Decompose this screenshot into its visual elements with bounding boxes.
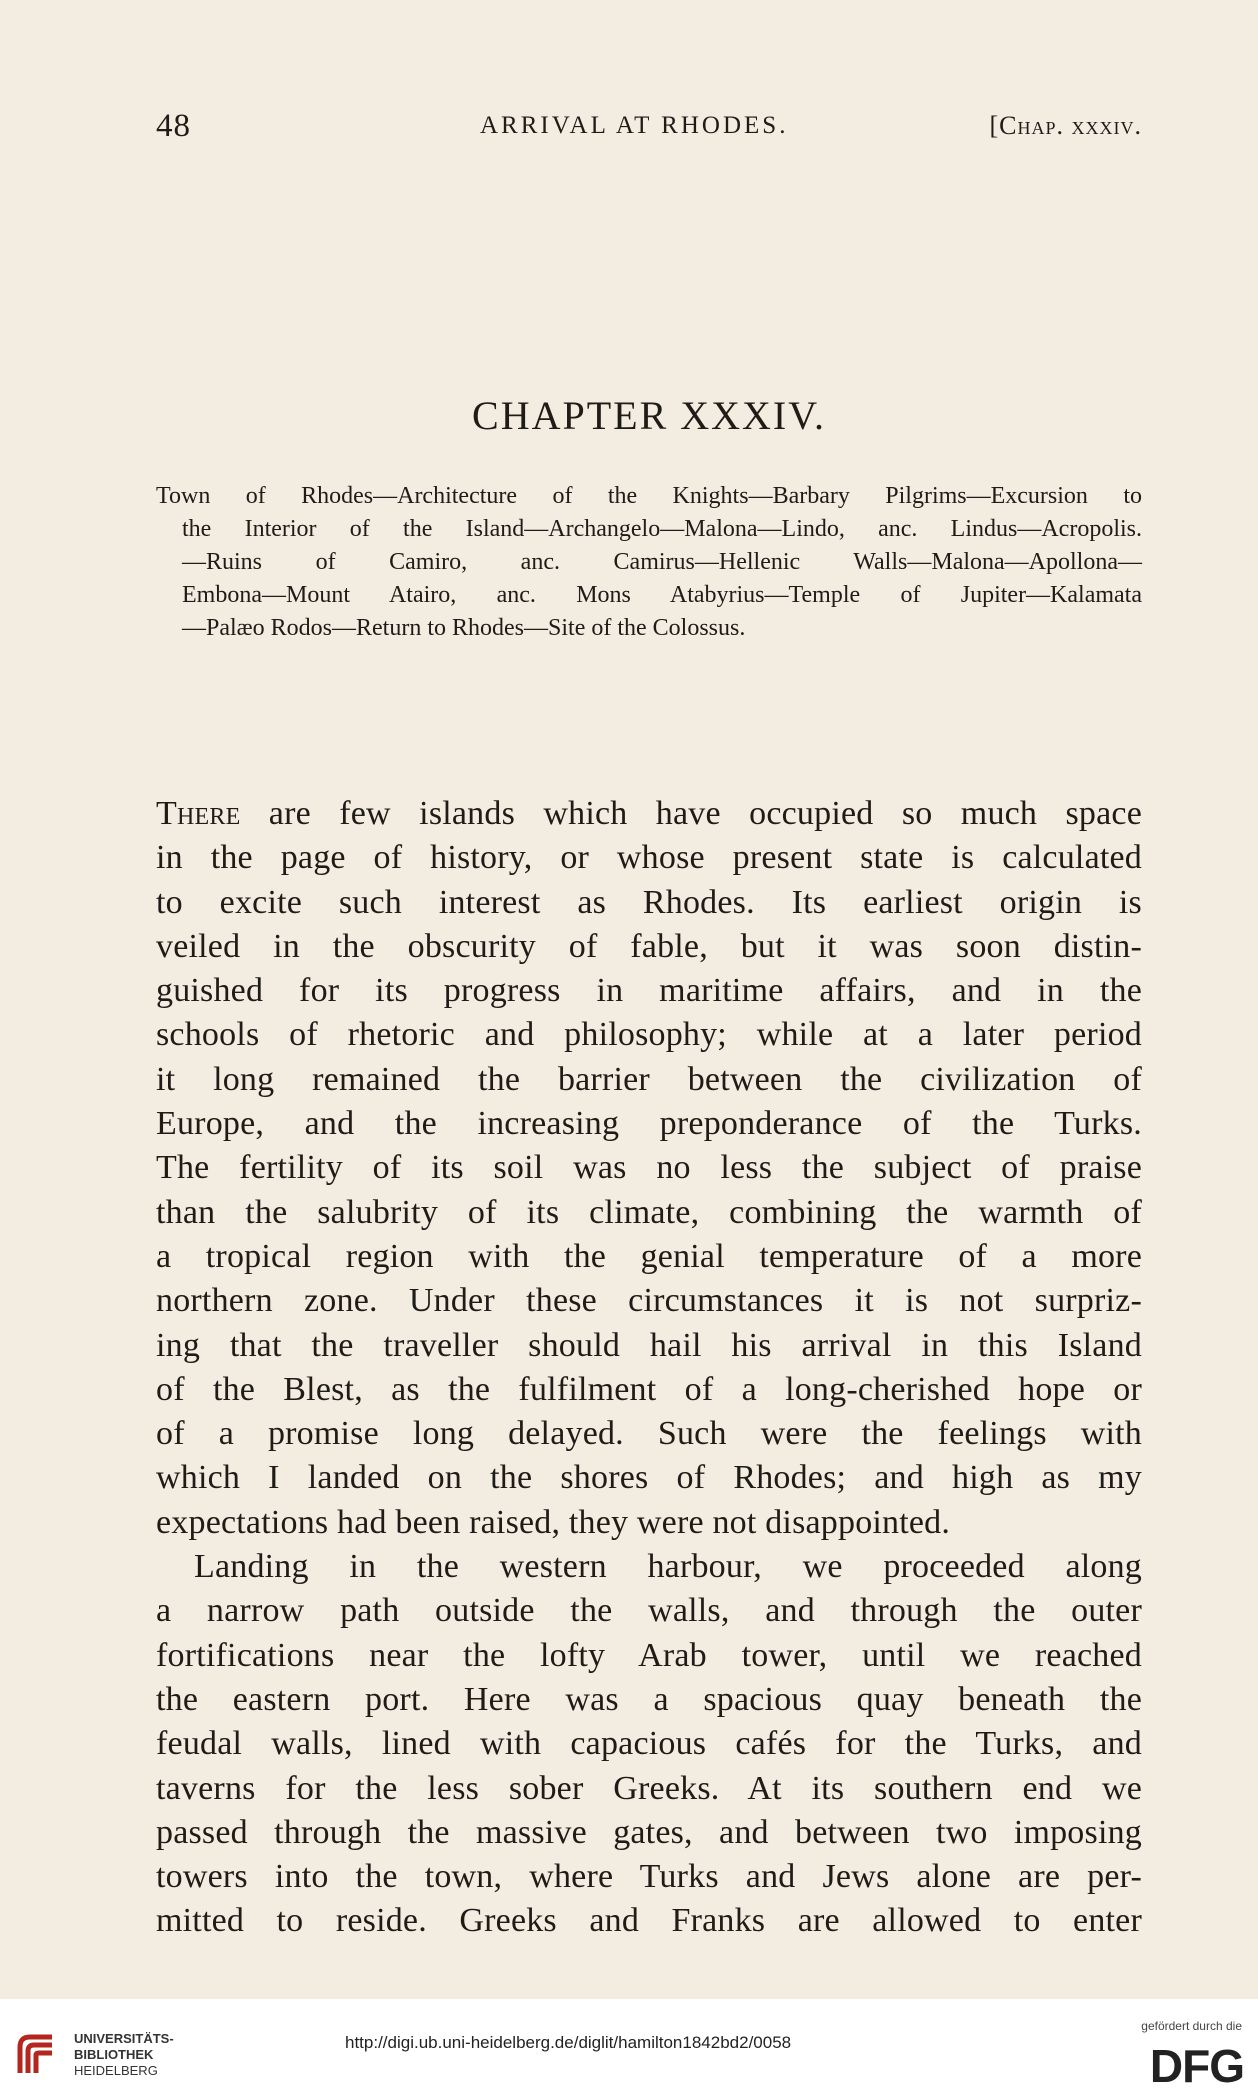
body-line-text: The fertility of its soil was no less the subject of praise xyxy=(156,1149,1142,1187)
summary-line: —Palæo Rodos—Return to Rhodes—Site of the Colossus. xyxy=(182,615,746,641)
digitization-footer xyxy=(0,1999,1258,2097)
body-line xyxy=(156,1545,1142,1589)
body-line xyxy=(156,881,1142,925)
body-line-text: it long remained the barrier between the civilization of xyxy=(156,1060,1142,1098)
chapter-title: CHAPTER XXXIV. xyxy=(472,393,826,438)
heidelberg-library-logo-icon xyxy=(12,2029,66,2083)
body-line-text: northern zone. Under these circumstances it is not surpriz- xyxy=(156,1282,1142,1320)
body-line-text: which I landed on the shores of Rhodes; and high as my xyxy=(156,1459,1142,1497)
body-line-text: to excite such interest as Rhodes. Its earliest origin is xyxy=(156,883,1142,921)
body-line-text: a tropical region with the genial temperature of a more xyxy=(156,1237,1142,1275)
opening-word: There xyxy=(156,795,241,832)
body-line-text: of the Blest, as the fulfilment of a long-cherished hope or xyxy=(156,1370,1142,1408)
body-line-text: towers into the town, where Turks and Jews alone are per- xyxy=(156,1858,1142,1896)
body-line xyxy=(156,1102,1142,1146)
page-number: 48 xyxy=(156,108,191,144)
permalink-url[interactable]: http://digi.ub.uni-heidelberg.de/diglit/hamilton1842bd2/0058 xyxy=(345,2033,792,2052)
body-line xyxy=(156,1855,1142,1899)
body-line-text: fortifications near the lofty Arab tower, until we reached xyxy=(156,1636,1142,1674)
body-line-text: passed through the massive gates, and between two imposing xyxy=(156,1813,1142,1851)
book-page xyxy=(156,108,1142,1940)
body-line-text: in the page of history, or whose present state is calculated xyxy=(156,839,1142,877)
dfg-logo: DFG xyxy=(1149,2040,1244,2092)
body-line xyxy=(156,792,1142,836)
library-name-line: HEIDELBERG xyxy=(74,2063,158,2078)
body-line xyxy=(156,1678,1142,1722)
body-line xyxy=(156,1368,1142,1412)
running-head-title: ARRIVAL AT RHODES. xyxy=(480,112,789,139)
running-head-chapter: [Chap. xxxiv. xyxy=(989,111,1142,140)
body-line xyxy=(156,1722,1142,1766)
body-line xyxy=(156,969,1142,1013)
body-line xyxy=(156,1501,1142,1545)
body-line xyxy=(156,1235,1142,1279)
body-line xyxy=(156,925,1142,969)
body-line xyxy=(156,1767,1142,1811)
body-line-text: ing that the traveller should hail his arrival in this Island xyxy=(156,1326,1142,1364)
funded-by-label: gefördert durch die xyxy=(1141,2019,1242,2033)
body-line-text: the eastern port. Here was a spacious quay beneath the xyxy=(156,1680,1142,1718)
body-line-text: are few islands which have occupied so much space xyxy=(240,795,1142,832)
body-line xyxy=(156,1279,1142,1323)
body-line-text: than the salubrity of its climate, combining the warmth of xyxy=(156,1193,1142,1231)
body-line xyxy=(156,1191,1142,1235)
body-line-text: Europe, and the increasing preponderance of the Turks. xyxy=(156,1105,1142,1143)
body-line-text: feudal walls, lined with capacious cafés for the Turks, and xyxy=(156,1725,1142,1763)
body-line xyxy=(156,1634,1142,1678)
body-line-text: expectations had been raised, they were not disappointed. xyxy=(156,1503,951,1541)
library-name-line: UNIVERSITÄTS- xyxy=(74,2031,174,2046)
library-name-line: BIBLIOTHEK xyxy=(74,2047,154,2062)
body-line-text: taverns for the less sober Greeks. At its southern end we xyxy=(156,1769,1142,1807)
running-head xyxy=(156,108,1142,154)
body-line xyxy=(156,836,1142,880)
body-line xyxy=(156,1899,1142,1943)
chapter-summary xyxy=(156,480,1142,645)
body-line xyxy=(156,1456,1142,1500)
summary-line: —Ruins of Camiro, anc. Camirus—Hellenic Walls—Malona—Apollona— xyxy=(182,549,1142,575)
body-line xyxy=(156,1324,1142,1368)
body-line xyxy=(156,1013,1142,1057)
body-line xyxy=(156,1589,1142,1633)
library-name xyxy=(74,2031,174,2079)
body-line-text: schools of rhetoric and philosophy; while at a later period xyxy=(156,1016,1142,1054)
body-line-text: Landing in the western harbour, we proceeded along xyxy=(194,1548,1142,1586)
body-line xyxy=(156,1058,1142,1102)
body-line-text: veiled in the obscurity of fable, but it was soon distin- xyxy=(156,927,1142,965)
body-line-text: guished for its progress in maritime affairs, and in the xyxy=(156,972,1142,1010)
body-line xyxy=(156,1146,1142,1190)
body-text xyxy=(156,792,1142,1944)
body-line-text: a narrow path outside the walls, and through the outer xyxy=(156,1592,1142,1630)
summary-line: the Interior of the Island—Archangelo—Malona—Lindo, anc. Lindus—Acropolis. xyxy=(182,516,1142,542)
body-line-text: of a promise long delayed. Such were the feelings with xyxy=(156,1415,1142,1453)
summary-line: Town of Rhodes—Architecture of the Knights—Barbary Pilgrims—Excursion to xyxy=(156,483,1142,509)
body-line xyxy=(156,1412,1142,1456)
body-line-text: mitted to reside. Greeks and Franks are allowed to enter xyxy=(156,1902,1142,1940)
body-line xyxy=(156,1811,1142,1855)
summary-line: Embona—Mount Atairo, anc. Mons Atabyrius—Temple of Jupiter—Kalamata xyxy=(182,582,1142,608)
